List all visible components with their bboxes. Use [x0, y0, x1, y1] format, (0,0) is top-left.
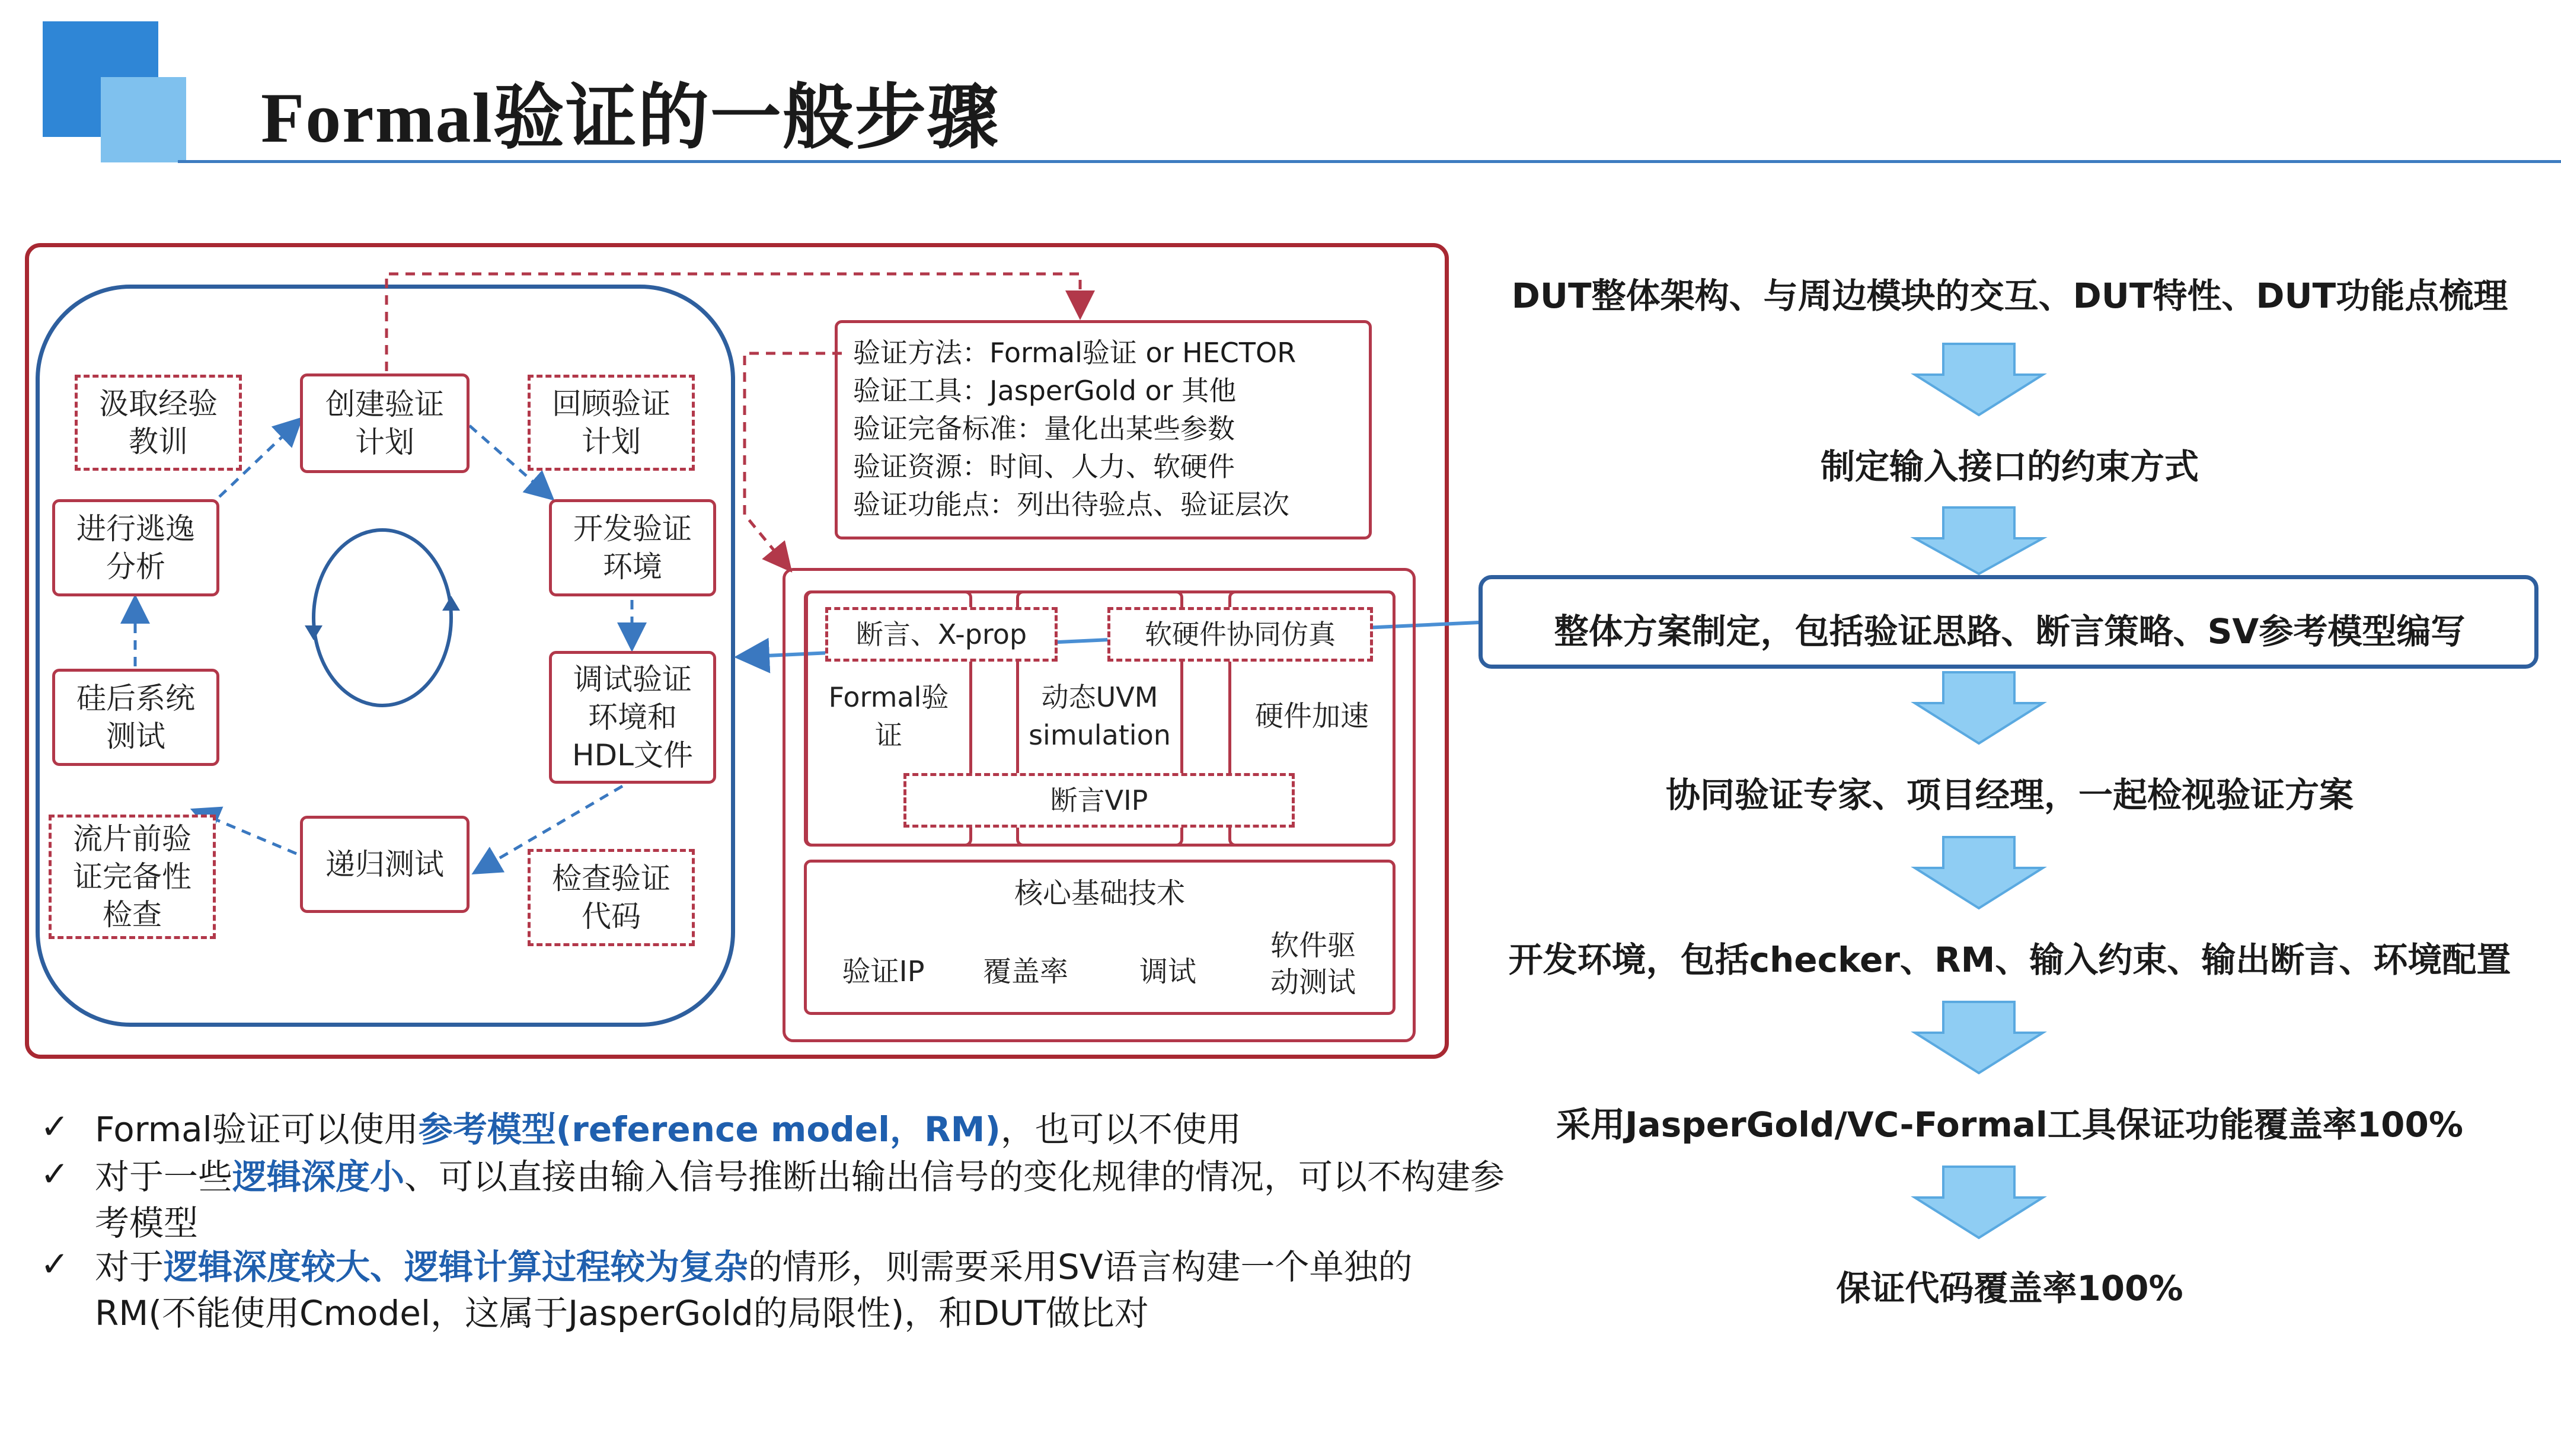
- bullet-1-text: Formal验证可以使用: [95, 1109, 419, 1150]
- bullet-1: [95, 1106, 1506, 1152]
- cycle-ellipse: [314, 530, 451, 705]
- post-silicon-box: 硅后系统 测试: [52, 669, 219, 766]
- method-line: 验证完备标准：量化出某些参数: [853, 413, 1235, 445]
- method-line: 验证资源：时间、人力、软硬件: [853, 451, 1235, 483]
- ellipse-arrow-left: [305, 625, 322, 640]
- flow-step-7: 保证代码覆盖率100%: [1836, 1268, 2183, 1308]
- bullet-3-text-end: 的情形，则需要采用SV语言构建一个单独的RM(不能使用Cmodel，这属于JasperGold的局限性)，和DUT做比对: [95, 1247, 1413, 1333]
- check-icon: ✓: [40, 1106, 69, 1147]
- bullet-2-text: 对于一些: [95, 1157, 233, 1197]
- method-line: 验证工具：JasperGold or 其他: [853, 375, 1237, 407]
- flow-step-5: 开发环境，包括checker、RM、输入约束、输出断言、环境配置: [1508, 940, 2511, 980]
- debug-env-box: 调试验证 环境和 HDL文件: [549, 651, 716, 784]
- connector-method-to-tech: [745, 353, 842, 568]
- flow-step-1: DUT整体架构、与周边模块的交互、DUT特性、DUT功能点梳理: [1511, 276, 2508, 316]
- flow-step-4: 协同验证专家、项目经理，一起检视验证方案: [1665, 775, 2354, 815]
- ellipse-arrow-right: [442, 596, 460, 611]
- check-icon: ✓: [40, 1154, 69, 1194]
- flow-arrow-1: [1915, 344, 2043, 415]
- uvm-label: 动态UVM simulation: [1029, 681, 1171, 751]
- method-line: 验证功能点：列出待验点、验证层次: [853, 488, 1289, 521]
- lessons-box: 汲取经验 教训: [75, 375, 242, 471]
- bullet-2-text-end: 、可以直接由输入信号推断出输出信号的变化规律的情况，可以不构建参考模型: [95, 1157, 1505, 1243]
- flow-arrow-5: [1915, 1002, 2043, 1073]
- review-plan-box: 回顾验证 计划: [528, 375, 695, 471]
- flow-arrow-6: [1915, 1167, 2043, 1238]
- formal-label: Formal验 证: [828, 681, 949, 751]
- page-title: Formal验证的一般步骤: [261, 78, 1000, 157]
- flow-arrow-3: [1915, 672, 2043, 743]
- create-plan-box: 创建验证 计划: [300, 373, 470, 473]
- hw-sw-cosim-label: 软硬件协同仿真: [1107, 607, 1373, 662]
- core-tech-title: 核心基础技术: [1014, 877, 1185, 910]
- method-line: 验证方法：Formal验证 or HECTOR: [853, 337, 1297, 369]
- regression-box: 递归测试: [300, 816, 470, 913]
- bullet-2: [95, 1154, 1506, 1246]
- bullet-1-highlight: 参考模型(reference model，RM): [418, 1109, 1001, 1150]
- flow-step-3: 整体方案制定，包括验证思路、断言策略、SV参考模型编写: [1554, 611, 2466, 652]
- flow-arrow-2: [1915, 507, 2043, 574]
- escape-analysis-box: 进行逃逸 分析: [52, 499, 219, 596]
- bullet-3-text: 对于: [95, 1247, 164, 1287]
- core-item-debug: 调试: [1139, 955, 1196, 988]
- tapeout-check-box: 流片前验 证完备性 检查: [49, 815, 216, 939]
- check-code-box: 检查验证 代码: [528, 849, 695, 946]
- bullet-3: [95, 1244, 1506, 1336]
- flow-step-6: 采用JasperGold/VC-Formal工具保证功能覆盖率100%: [1556, 1104, 2463, 1145]
- assert-vip-label: 断言VIP: [903, 773, 1295, 828]
- verification-method-box: [835, 320, 1372, 539]
- hw-accel-label: 硬件加速: [1254, 700, 1369, 733]
- assert-xprop-label: 断言、X-prop: [825, 607, 1058, 662]
- core-item-sw-driven: 软件驱 动测试: [1270, 929, 1356, 999]
- bullet-1-text-end: ，也可以不使用: [1000, 1109, 1241, 1150]
- dev-env-box: 开发验证 环境: [549, 499, 716, 596]
- bullet-2-highlight: 逻辑深度小: [232, 1157, 405, 1197]
- flow-step-2: 制定输入接口的约束方式: [1820, 446, 2199, 487]
- core-item-vip: 验证IP: [842, 955, 925, 988]
- flow-arrow-4: [1915, 837, 2043, 908]
- core-item-coverage: 覆盖率: [982, 955, 1068, 988]
- bullet-3-highlight: 逻辑深度较大、逻辑计算过程较为复杂: [164, 1247, 749, 1287]
- check-icon: ✓: [40, 1244, 69, 1284]
